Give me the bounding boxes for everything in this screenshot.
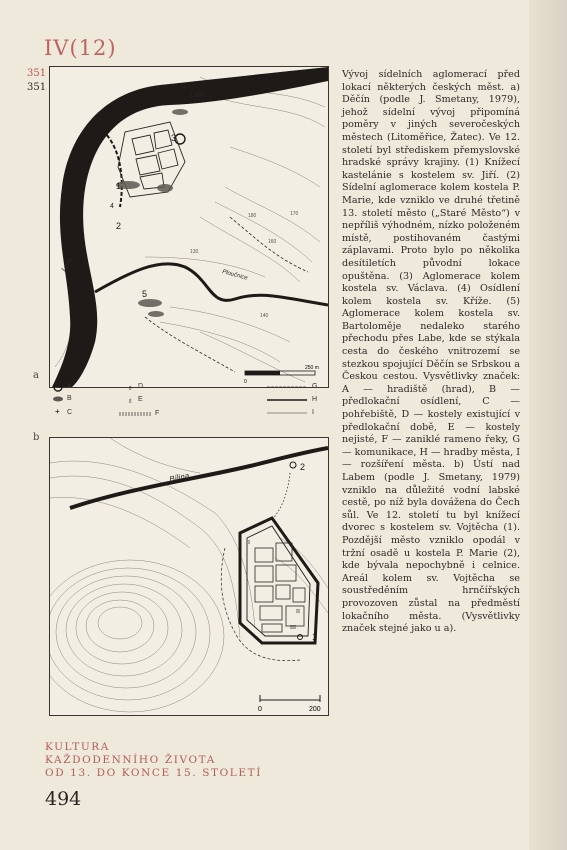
label-bilina: Bílina [168,470,190,484]
legend-key-b: B [67,395,72,402]
legend-key-d: D [138,383,144,390]
scale-zero: 0 [244,379,247,385]
svg-text:+: + [55,407,60,416]
road [145,317,235,372]
margin-reference: 351 [27,68,47,79]
scale-end: 200 [309,706,321,713]
church-2-marker [290,462,296,468]
contour-label: 160 [268,239,277,245]
running-footer [45,741,262,780]
site-4: 4 [110,203,114,210]
legend-key-e: E [138,396,143,403]
facing-page-edge [529,0,567,850]
label-labe-north: Labe [190,92,206,99]
site-5: 5 [142,289,148,299]
contour-label: 140 [260,313,269,319]
contour-label: 170 [290,211,299,217]
legend-key-g: G [312,383,318,390]
block-label-ii: II [296,609,300,615]
legend-symbols [49,381,331,421]
figure-caption: Vývoj sídelních aglomerací před lokací některých českých měst. a) Děčín (podle J. Smetany, 1979), jehož sídelní vývoj připomíná poměry v jiných severočeských městech (Litoměřice, Žatec). Ve 12. století byl střediskem přemyslovské hradské správy krajiny. (1) Knížecí kastelánie s kostelem sv. Jiří. (2) Sídelní aglomerace kolem kostela P. Marie, kde vzniklo ve druhé třetině 13. století město („Staré Město“) v nepříliš výhodném, nízko položeném místě, postihovaném častými záplavami. Proto bylo po několika desítiletích původní lokace opuštěna. (3) Aglomerace kolem kostela sv. Václava. (4) Osídlení kolem kostela sv. Kříže. (5) Aglomerace kolem kostela sv. Bartoloměje nedaleko starého přechodu přes Labe, kde se stýkala cesta do českého vnitrozemí se stezkou spojující Děčín se Srbskou a Českou cestou. Vysvětlivky značek: A — hradiště (hrad), B — předlokační osídlení, C — pohřebiště, D — kostely existující v předlokační době, E — kostely nejisté, F — zaniklé rameno řeky, G — komunikace, H — hradby města, I — rozšíření města. b) Ústí nad Labem (podle J. Smetany, 1979) vzniklo na důležité vodní labské cestě, po níž byla dovážena do Čech sůl. Ve 12. století tu byl knížecí dvorec s kostelem sv. Vojtěcha (1). Pozdější město vzniklo opodál v tržní osadě u kostela P. Marie (2), kde bývala nepochybně i celnice. Areál kolem sv. Vojtěcha se soustředěním hrnčířských provozoven zůstal na předměstí lokačního města. (Vysvětlivky značek stejné jako u a). [342,69,520,635]
site-1: 1 [312,632,318,642]
river-labe [52,67,328,387]
scale-bar-usti [258,695,321,713]
legend-key-h: H [312,396,318,403]
margin-reference: 351 [27,82,47,93]
legend-key-f: F [155,410,160,417]
figure-label-b: b [33,432,40,443]
map-usti [49,437,329,716]
map-legend [49,381,331,421]
figure-label-a: a [33,370,39,381]
block-label-i: I [248,540,250,546]
scale-end: 250 m [305,365,319,371]
map-decin-drawing [50,67,328,387]
svg-text:♁: ♁ [127,396,133,405]
legend-key-c: C [67,409,73,416]
svg-text:♁: ♁ [127,383,133,392]
legend-key-a: A [67,383,72,390]
map-decin [49,66,329,388]
footer-line: KULTURA [45,741,110,753]
site-3: 3 [171,133,177,143]
label-ploucnice: Ploučnice [221,269,249,282]
legend-key-i: I [312,409,314,416]
site-2: 2 [300,462,306,472]
contour-label: 130 [190,249,199,255]
footer-line: KAŽDODENNÍHO ŽIVOTA [45,754,216,766]
site-1: 1 [116,181,122,191]
section-heading: IV(12) [44,36,117,60]
river-ploucnice [95,264,328,305]
road [272,473,290,520]
site-2: 2 [116,221,122,231]
map-usti-drawing [50,438,328,715]
label-labe-south: Labe [60,256,75,273]
church-1-marker [298,635,303,640]
contour-label: 180 [248,213,257,219]
block-label-iii: III [290,625,296,631]
scale-zero: 0 [258,706,262,713]
footer-line: OD 13. DO KONCE 15. STOLETÍ [45,767,262,779]
page-number: 494 [45,788,82,810]
